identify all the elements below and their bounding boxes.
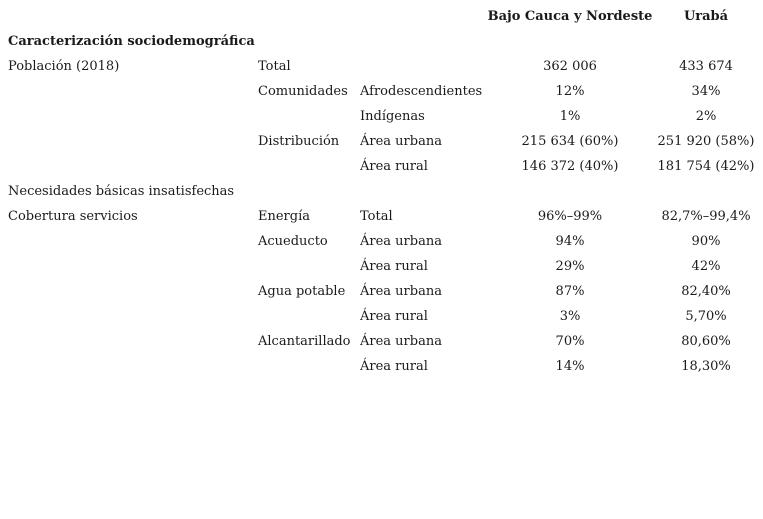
row-subcategory: Acueducto (258, 234, 328, 249)
cell-uraba: 80,60% (681, 334, 731, 349)
row-subcategory: Total (258, 59, 291, 74)
cell-uraba: 181 754 (42%) (657, 159, 755, 174)
row-detail: Total (360, 209, 393, 224)
header-bajo-cauca: Bajo Cauca y Nordeste (487, 9, 653, 24)
row-detail: Área rural (360, 359, 428, 374)
cell-uraba: 90% (691, 234, 721, 249)
row-detail: Área urbana (360, 134, 442, 149)
cell-bajo-cauca: 3% (559, 309, 581, 324)
cell-uraba: 251 920 (58%) (657, 134, 755, 149)
cell-uraba: 5,70% (685, 309, 727, 324)
row-category: Cobertura servicios (8, 209, 138, 224)
row-category: Población (2018) (8, 59, 120, 74)
row-detail: Indígenas (360, 109, 425, 124)
row-subcategory: Energía (258, 209, 310, 224)
row-subcategory: Agua potable (258, 284, 346, 299)
cell-uraba: 34% (691, 84, 721, 99)
cell-bajo-cauca: 14% (555, 359, 585, 374)
section-title: Caracterización sociodemográfica (8, 34, 255, 49)
cell-bajo-cauca: 96%–99% (537, 209, 603, 224)
cell-bajo-cauca: 1% (559, 109, 581, 124)
cell-uraba: 2% (695, 109, 717, 124)
row-detail: Área rural (360, 159, 428, 174)
row-detail: Área rural (360, 309, 428, 324)
cell-uraba: 433 674 (679, 59, 733, 74)
row-category: Necesidades básicas insatisfechas (8, 184, 235, 199)
header-uraba: Urabá (683, 9, 729, 24)
cell-bajo-cauca: 146 372 (40%) (521, 159, 619, 174)
cell-bajo-cauca: 94% (555, 234, 585, 249)
cell-bajo-cauca: 87% (555, 284, 585, 299)
cell-bajo-cauca: 29% (555, 259, 585, 274)
row-detail: Área rural (360, 259, 428, 274)
row-subcategory: Alcantarillado (258, 334, 351, 349)
row-detail: Área urbana (360, 234, 442, 249)
cell-uraba: 82,40% (681, 284, 731, 299)
row-detail: Área urbana (360, 334, 442, 349)
cell-uraba: 18,30% (681, 359, 731, 374)
cell-bajo-cauca: 70% (555, 334, 585, 349)
row-detail: Área urbana (360, 284, 442, 299)
row-subcategory: Distribución (258, 134, 340, 149)
cell-uraba: 42% (691, 259, 721, 274)
cell-bajo-cauca: 362 006 (543, 59, 597, 74)
cell-bajo-cauca: 12% (555, 84, 585, 99)
cell-bajo-cauca: 215 634 (60%) (521, 134, 619, 149)
row-detail: Afrodescendientes (360, 84, 483, 99)
cell-uraba: 82,7%–99,4% (661, 209, 751, 224)
row-subcategory: Comunidades (258, 84, 348, 99)
